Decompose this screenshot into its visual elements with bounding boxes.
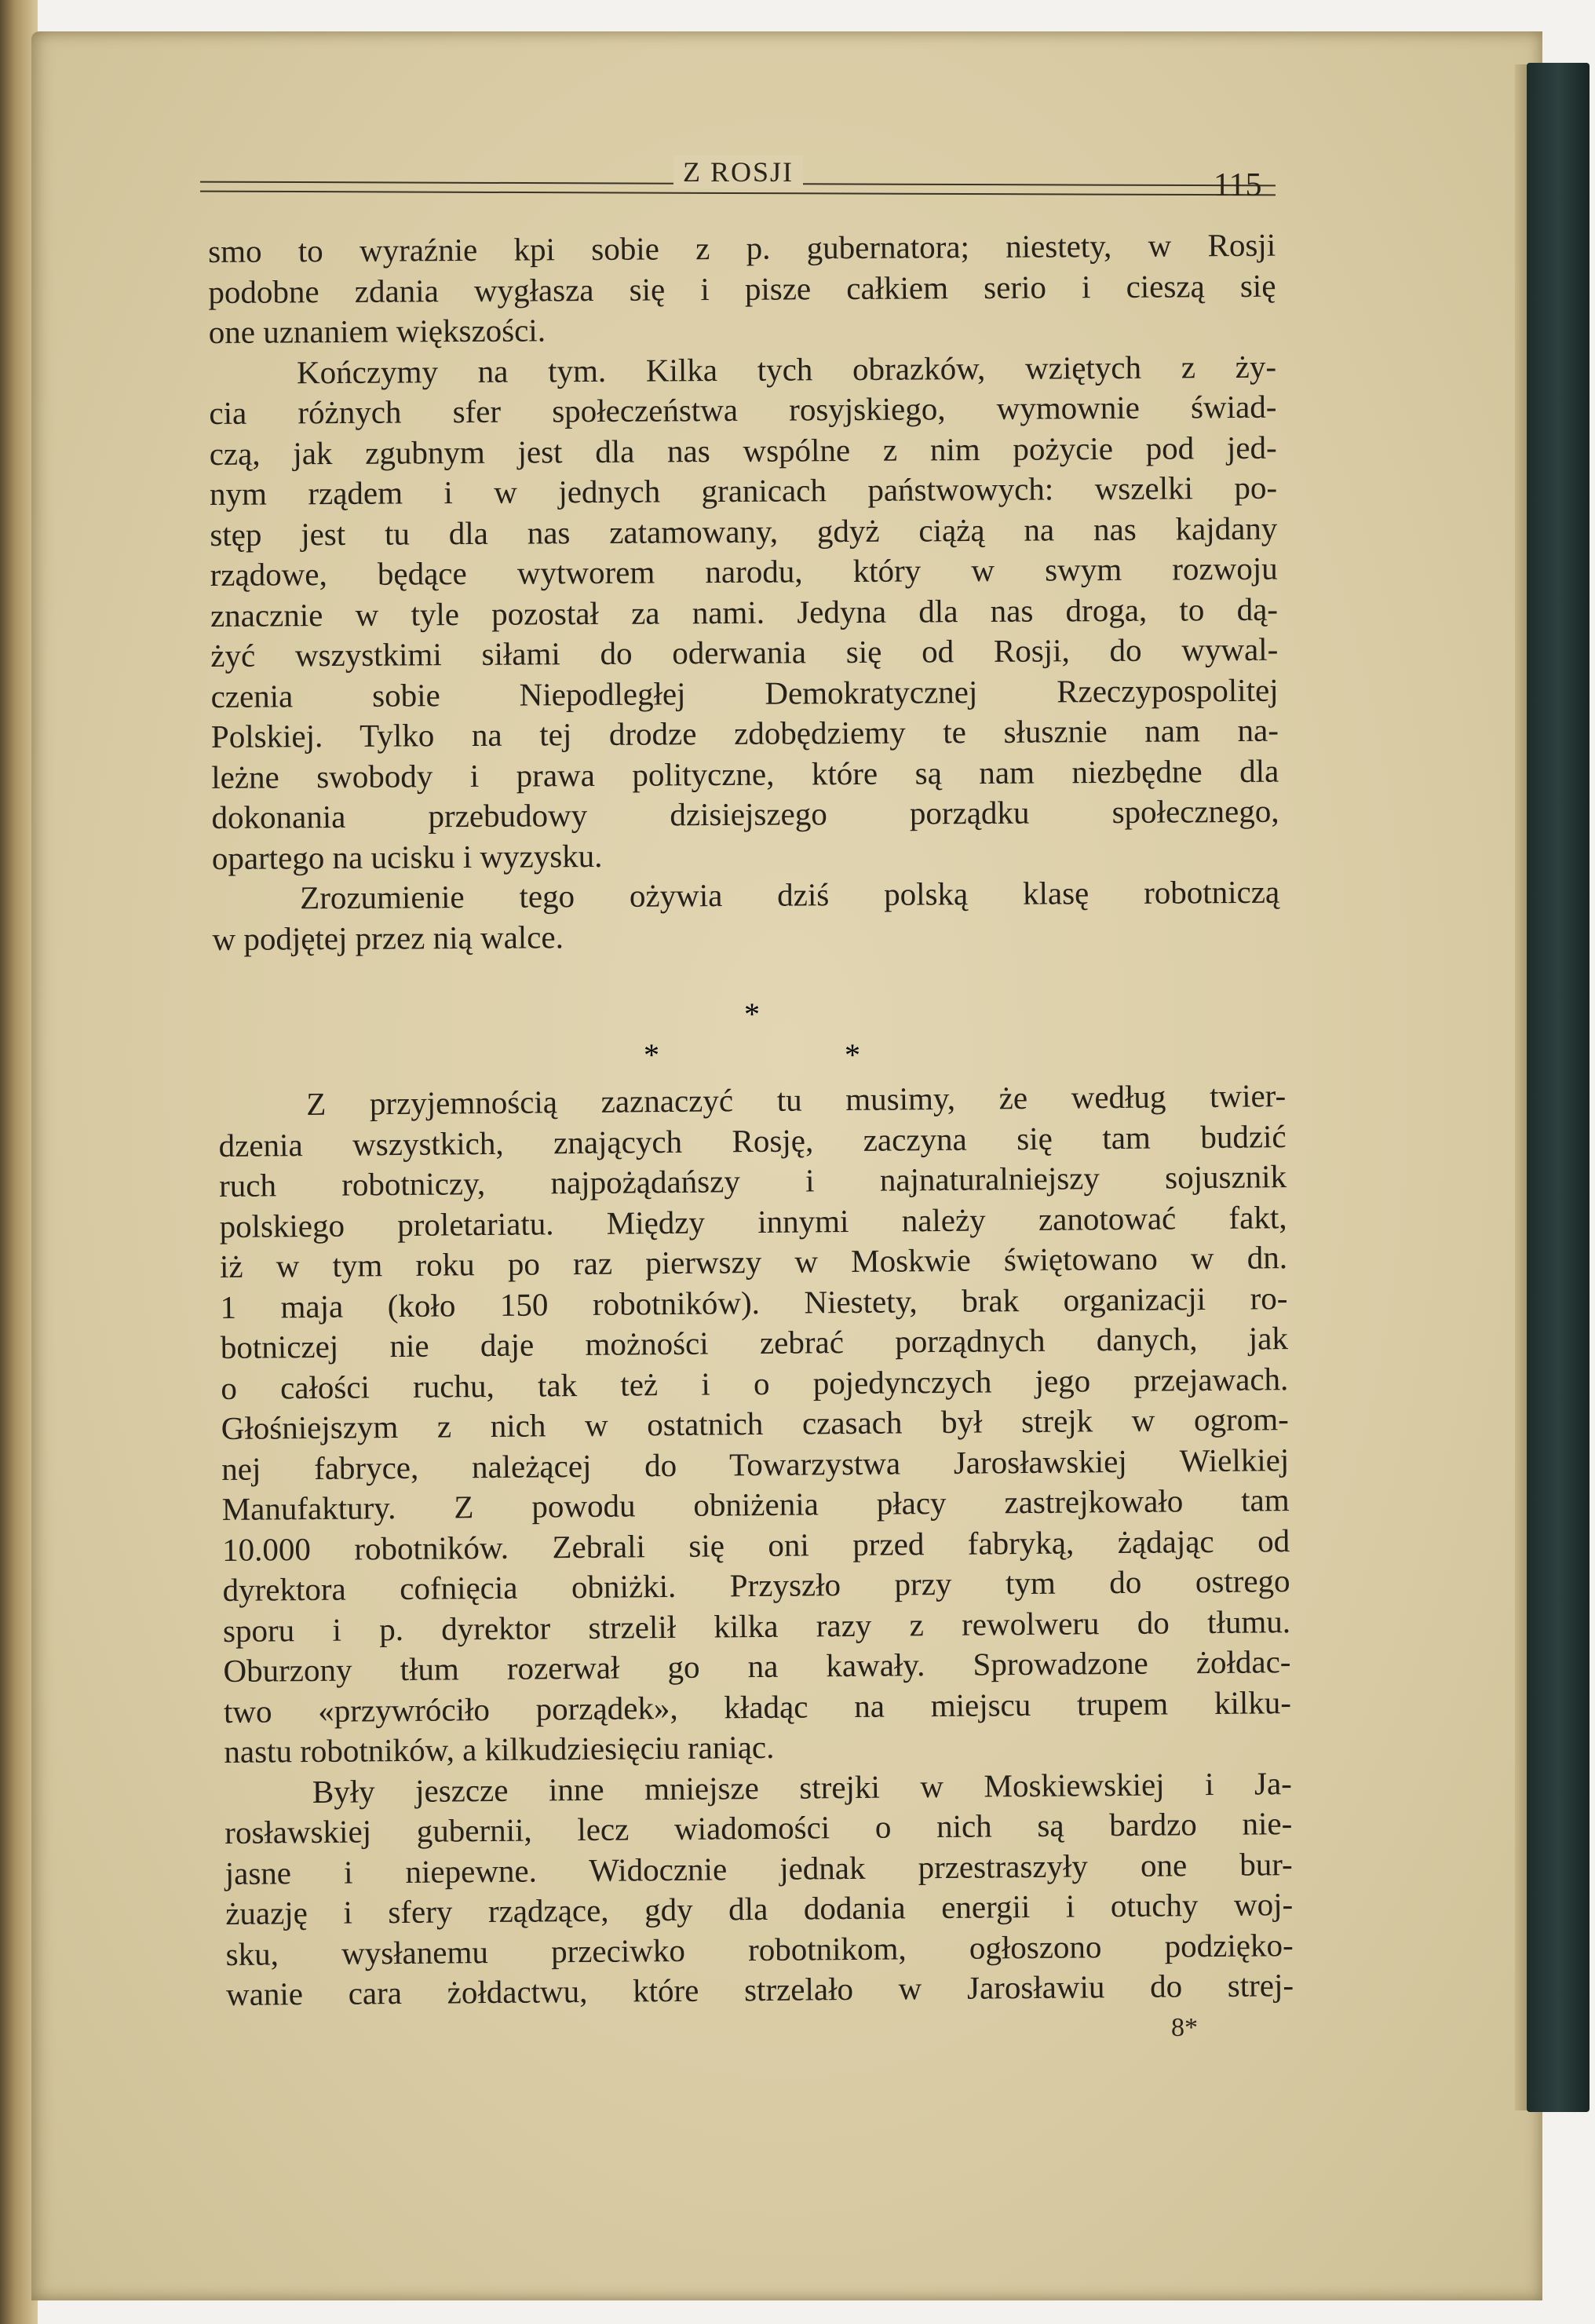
text-line: o całości ruchu, tak też i o pojedynczych jego przejawach. xyxy=(221,1360,1289,1406)
asterism-star: * xyxy=(744,996,760,1032)
text-line: Były jeszcze inne mniejsze strejki w Moskiewskiej i Ja- xyxy=(312,1764,1293,1810)
text-line: jasne i niepewne. Widocznie jednak przestraszyły one bur- xyxy=(224,1845,1293,1891)
text-line: Głośniejszym z nich w ostatnich czasach był strejk w ogrom- xyxy=(221,1401,1289,1446)
text-line: znacznie w tyle pozostał za nami. Jedyna dla nas droga, to dą- xyxy=(210,590,1279,634)
text-line: 1 maja (koło 150 robotników). Niestety, brak organizacji ro- xyxy=(220,1279,1288,1325)
text-line: one uznaniem większości. xyxy=(208,312,546,350)
text-line: podobne zdania wygłasza się i pisze całkiem serio i cieszą się xyxy=(208,267,1276,310)
page-number: 115 xyxy=(1214,167,1262,203)
text-line: Z przyjemnością zaznaczyć tu musimy, że według twier- xyxy=(306,1077,1287,1123)
text-line: żyć wszystkimi siłami do oderwania się od Rosji, do wywal- xyxy=(210,630,1279,674)
text-line: Oburzony tłum rozerwał go na kawały. Sprowadzone żołdac- xyxy=(223,1643,1291,1689)
running-head: Z ROSJI xyxy=(673,155,803,188)
text-line: czenia sobie Niepodległej Demokratycznej Rzeczypospolitej xyxy=(210,671,1279,714)
text-line: opartego na ucisku i wyzysku. xyxy=(211,837,603,876)
text-line: 10.000 robotników. Zebrali się oni przed fabryką, żądając od xyxy=(221,1522,1290,1568)
signature-mark: 8* xyxy=(1171,2013,1198,2042)
text-line: iż w tym roku po raz pierwszy w Moskwie świętowano w dn. xyxy=(219,1239,1288,1284)
text-line: nastu robotników, a kilkudziesięciu raniąc. xyxy=(224,1728,775,1770)
text-line: żuazję i sfery rządzące, gdy dla dodania energii i otuchy woj- xyxy=(225,1886,1294,1931)
text-line: nej fabryce, należącej do Towarzystwa Jarosławskiej Wielkiej xyxy=(221,1441,1290,1487)
paragraph-block-2 xyxy=(218,1076,1294,2015)
text-line: leżne swobody i prawa polityczne, które są nam niezbędne dla xyxy=(211,752,1279,795)
text-line: czą, jak zgubnym jest dla nas wspólne z nim pożycie pod jed- xyxy=(209,429,1277,472)
text-line: Kończymy na tym. Kilka tych obrazków, wziętych z ży- xyxy=(296,348,1277,390)
text-line: polskiego proletariatu. Między innymi należy zanotować fakt, xyxy=(219,1198,1287,1244)
text-line: nym rządem i w jednych granicach państwowych: wszelki po- xyxy=(209,469,1278,512)
text-line: Manufaktury. Z powodu obniżenia płacy zastrejkowało tam xyxy=(221,1482,1290,1527)
text-line: wanie cara żołdactwu, które strzelało w Jarosławiu do strej- xyxy=(225,1967,1294,2012)
text-line: w podjętej przez nią walce. xyxy=(212,918,564,957)
text-line: smo to wyraźnie kpi sobie z p. gubernatora; niestety, w Rosji xyxy=(208,226,1276,269)
text-line: dyrektora cofnięcia obniżki. Przyszło przy tym do ostrego xyxy=(222,1562,1290,1608)
text-line: stęp jest tu dla nas zatamowany, gdyż ciążą na nas kajdany xyxy=(210,510,1278,553)
text-line: sku, wysłanemu przeciwko robotnikom, ogłoszono podzięko- xyxy=(225,1926,1294,1972)
text-line: dokonania przebudowy dzisiejszego porządku społecznego, xyxy=(211,792,1279,835)
text-line: Polskiej. Tylko na tej drodze zdobędziemy te słusznie nam na- xyxy=(210,711,1279,755)
text-line: cia różnych sfer społeczeństwa rosyjskiego, wymownie świad- xyxy=(209,388,1277,431)
text-line: botniczej nie daje możności zebrać porządnych danych, jak xyxy=(220,1320,1289,1365)
text-line: rządowe, będące wytworem narodu, który w swym rozwoju xyxy=(210,550,1278,593)
text-line: ruch robotniczy, najpożądańszy i najnaturalniejszy sojusznik xyxy=(218,1158,1287,1204)
text-line: two «przywróciło porządek», kładąc na miejscu trupem kilku- xyxy=(223,1683,1292,1730)
asterism-star: * xyxy=(644,1037,659,1072)
paragraph-block-1 xyxy=(208,225,1280,959)
text-line: dzenia wszystkich, znających Rosję, zaczyna się tam budzić xyxy=(218,1117,1287,1164)
text-line: Zrozumienie tego ożywia dziś polską klasę robotniczą xyxy=(300,873,1280,916)
text-line: sporu i p. dyrektor strzelił kilka razy z rewolweru do tłumu. xyxy=(222,1602,1291,1649)
asterism-star: * xyxy=(845,1037,860,1072)
text-line: rosławskiej gubernii, lecz wiadomości o nich są bardzo nie- xyxy=(224,1805,1293,1851)
